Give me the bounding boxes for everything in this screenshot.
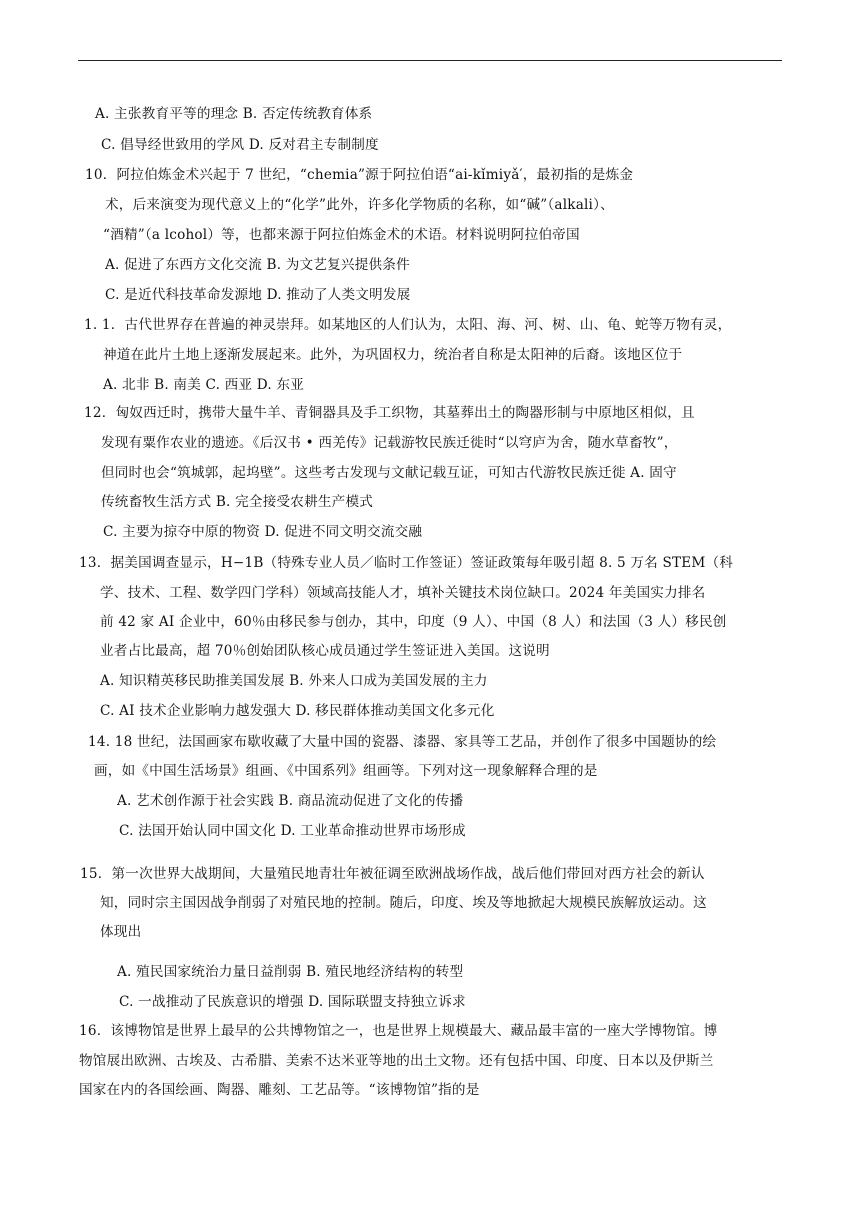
q11-options: A. 北非 B. 南美 C. 西亚 D. 东亚 [103, 377, 305, 393]
q11-stem-line-1: 1. 1．古代世界存在普遍的神灵崇拜。如某地区的人们认为，太阳、海、河、树、山、龟、蛇等万物有灵， [84, 317, 732, 333]
q10-stem-line-3: “酒精”（a lcohol）等，也都来源于阿拉伯炼金术的术语。材料说明阿拉伯帝国 [103, 227, 580, 243]
q12-stem-line-1: 12．匈奴西迁时，携带大量牛羊、青铜器具及手工织物，其墓葬出土的陶器形制与中原地区相似，且 [84, 405, 695, 421]
q14-stem-line-2: 画，如《中国生活场景》组画、《中国系列》组画等。下列对这一现象解释合理的是 [94, 763, 598, 779]
q12-options-cd: C. 主要为掠夺中原的物资 D. 促进不同文明交流交融 [103, 524, 423, 540]
q13-stem-line-3: 前 42 家 AI 企业中，60％由移民参与创办，其中，印度（9 人）、中国（8 人）和法国（3 人）移民创 [100, 614, 727, 630]
q15-stem-line-1: 15．第一次世界大战期间，大量殖民地青壮年被征调至欧洲战场作战，战后他们带回对西方社会的新认 [80, 866, 705, 882]
q10-stem-line-2: 术，后来演变为现代意义上的“化学”此外，许多化学物质的名称，如“碱”（alkali）、 [105, 197, 614, 213]
q16-stem-line-3: 国家在内的各国绘画、陶器、雕刻、工艺品等。“该博物馆”指的是 [79, 1082, 480, 1098]
q14-stem-line-1: 14. 18 世纪，法国画家布歇收藏了大量中国的瓷器、漆器、家具等工艺品，并创作了很多中国题协的绘 [88, 734, 717, 750]
q15-stem-line-2: 知，同时宗主国因战争削弱了对殖民地的控制。随后，印度、埃及等地掀起大规模民族解放运动。这 [100, 895, 707, 911]
q15-options-cd: C. 一战推动了民族意识的增强 D. 国际联盟支持独立诉求 [119, 994, 466, 1010]
q13-options-cd: C. AI 技术企业影响力越发强大 D. 移民群体推动美国文化多元化 [100, 703, 495, 719]
q15-options-ab: A. 殖民国家统治力量日益削弱 B. 殖民地经济结构的转型 [117, 964, 464, 980]
q14-options-cd: C. 法国开始认同中国文化 D. 工业革命推动世界市场形成 [119, 823, 466, 839]
q13-stem-line-1: 13．据美国调查显示，H−1B（特殊专业人员／临时工作签证）签证政策每年吸引超 8. 5 万名 STEM（科 [79, 555, 734, 571]
q12-stem-line-2: 发现有粟作农业的遗迹。《后汉书 • 西羌传》记载游牧民族迁徙时“以穹庐为舍，随水草畜牧”， [101, 435, 678, 451]
q10-options-ab: A. 促进了东西方文化交流 B. 为文艺复兴提供条件 [105, 257, 410, 273]
q11-stem-line-2: 神道在此片土地上逐渐发展起来。此外，为巩固权力，统治者自称是太阳神的后裔。该地区位于 [103, 347, 683, 363]
q16-stem-line-2: 物馆展出欧洲、古埃及、古希腊、美索不达米亚等地的出土文物。还有包括中国、印度、日本以及伊斯兰 [79, 1053, 714, 1069]
q9-options-cd: C. 倡导经世致用的学风 D. 反对君主专制制度 [101, 137, 379, 153]
q15-stem-line-3: 体现出 [100, 924, 142, 940]
q10-options-cd: C. 是近代科技革命发源地 D. 推动了人类文明发展 [105, 287, 411, 303]
q13-stem-line-4: 业者占比最高，超 70％创始团队核心成员通过学生签证进入美国。这说明 [100, 643, 550, 659]
q13-stem-line-2: 学、技术、工程、数学四门学科）领域高技能人才，填补关键技术岗位缺口。2024 年美国实力排名 [100, 585, 706, 601]
q12-stem-line-3: 但同时也会“筑城郭，起坞壁”。这些考古发现与文献记载互证，可知古代游牧民族迁徙 A. 固守 [101, 465, 677, 481]
q13-options-ab: A. 知识精英移民助推美国发展 B. 外来人口成为美国发展的主力 [100, 673, 488, 689]
q12-stem-line-4: 传统畜牧生活方式 B. 完全接受农耕生产模式 [101, 494, 374, 510]
q10-stem-line-1: 10．阿拉伯炼金术兴起于 7 世纪，“chemia”源于阿拉伯语“ai-kǐmiyǎ′，最初指的是炼金 [85, 167, 634, 183]
q9-options-ab: A. 主张教育平等的理念 B. 否定传统教育体系 [95, 106, 373, 122]
q16-stem-line-1: 16．该博物馆是世界上最早的公共博物馆之一，也是世界上规模最大、藏品最丰富的一座大学博物馆。博 [79, 1023, 718, 1039]
q14-options-ab: A. 艺术创作源于社会实践 B. 商品流动促进了文化的传播 [117, 793, 464, 809]
header-rule [78, 60, 782, 61]
